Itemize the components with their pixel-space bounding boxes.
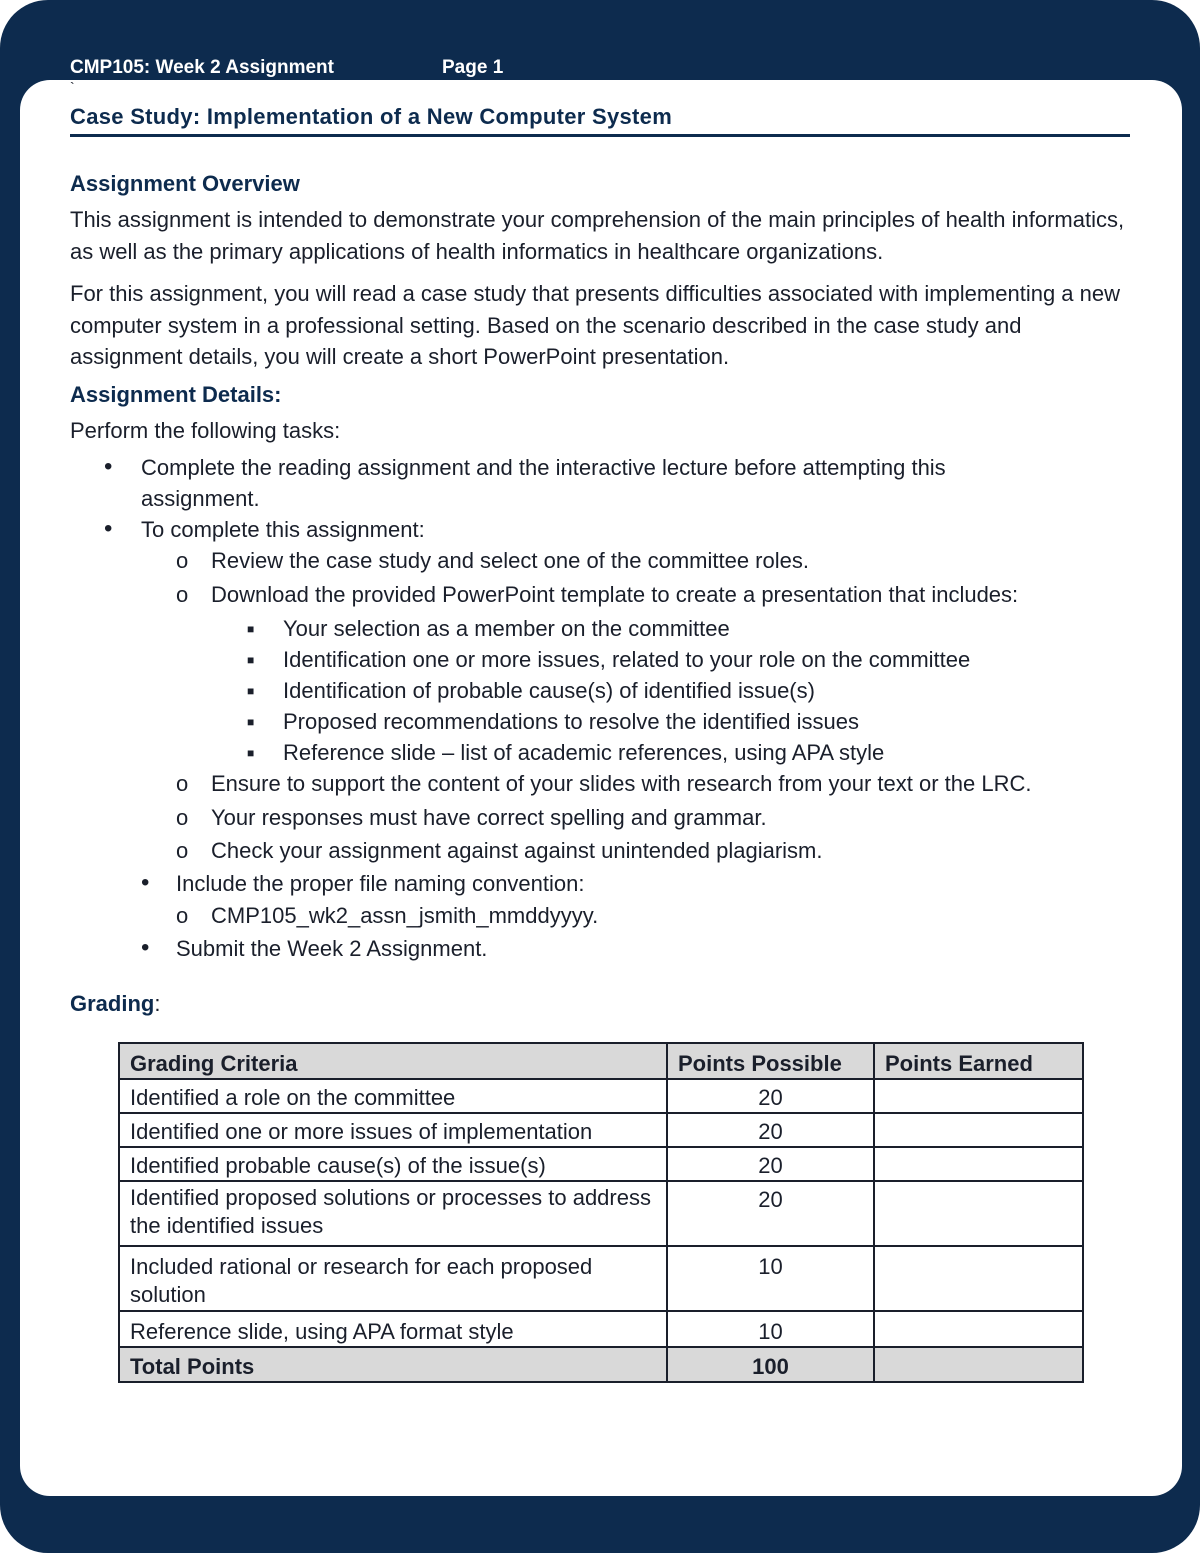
points-cell: 20 [667, 1079, 874, 1113]
task-file-naming: Include the proper file naming convention: [176, 871, 585, 896]
criteria-cell: Identified probable cause(s) of the issue(s) [119, 1147, 667, 1181]
earned-cell [874, 1181, 1083, 1246]
subtask-download: Download the provided PowerPoint template to create a presentation that includes: [211, 582, 1019, 607]
square-bullet-icon: ■ [247, 715, 255, 729]
circle-bullet-icon: o [176, 903, 189, 928]
earned-cell [874, 1147, 1083, 1181]
bullet-icon: • [141, 934, 150, 961]
task-reading-line-1: Complete the reading assignment and the interactive lecture before attempting this [141, 455, 946, 480]
total-row [119, 1347, 1083, 1382]
total-points: 100 [667, 1347, 874, 1382]
stray-mark: ` [70, 79, 75, 95]
grading-heading: Grading: [70, 991, 161, 1016]
criteria-cell: Reference slide, using APA format style [119, 1311, 667, 1347]
task-reading-line-2: assignment. [141, 486, 260, 511]
task-complete: To complete this assignment: [141, 517, 425, 542]
overview-paragraph-2: For this assignment, you will read a case study that presents difficulties associated with implementing a new computer system in a professional setting. Based on the scenario described in the case study and assignment details, you will create a short PowerPoint presentation. [70, 281, 1120, 369]
table-row [119, 1181, 1083, 1246]
bullet-icon: • [104, 515, 113, 542]
column-header: Points Possible [667, 1043, 874, 1079]
bullet-icon: • [104, 453, 113, 480]
circle-bullet-icon: o [176, 548, 189, 573]
details-intro: Perform the following tasks: [70, 418, 341, 443]
overview-paragraph-1: This assignment is intended to demonstrate your comprehension of the main principles of health informatics, as well as the primary applications of health informatics in healthcare organizations. [70, 207, 1125, 264]
presentation-item: Reference slide – list of academic references, using APA style [283, 740, 885, 765]
header-page-number: Page 1 [442, 57, 504, 78]
table-row [119, 1113, 1083, 1147]
points-cell: 20 [667, 1147, 874, 1181]
table-row [119, 1079, 1083, 1113]
overview-heading: Assignment Overview [70, 171, 300, 196]
details-heading: Assignment Details: [70, 382, 282, 407]
criteria-cell: Identified proposed solutions or processes to address the identified issues [119, 1181, 667, 1246]
points-cell: 10 [667, 1246, 874, 1311]
presentation-item: Your selection as a member on the committee [283, 616, 730, 641]
circle-bullet-icon: o [176, 771, 189, 796]
earned-cell [874, 1246, 1083, 1311]
criteria-cell: Identified one or more issues of implementation [119, 1113, 667, 1147]
subtask-research: Ensure to support the content of your slides with research from your text or the LRC. [211, 771, 1032, 796]
points-cell: 10 [667, 1311, 874, 1347]
subtask-review: Review the case study and select one of the committee roles. [211, 548, 809, 573]
table-header-row [119, 1043, 1083, 1079]
points-cell: 20 [667, 1181, 874, 1246]
presentation-item: Proposed recommendations to resolve the identified issues [283, 709, 859, 734]
circle-bullet-icon: o [176, 838, 189, 863]
earned-cell [874, 1079, 1083, 1113]
earned-cell [874, 1311, 1083, 1347]
table-row [119, 1147, 1083, 1181]
square-bullet-icon: ■ [247, 684, 255, 698]
document-title: Case Study: Implementation of a New Computer System [70, 104, 1130, 137]
circle-bullet-icon: o [176, 805, 189, 830]
circle-bullet-icon: o [176, 582, 189, 607]
criteria-cell: Included rational or research for each proposed solution [119, 1246, 667, 1311]
total-earned [874, 1347, 1083, 1382]
square-bullet-icon: ■ [247, 653, 255, 667]
table-row [119, 1246, 1083, 1311]
square-bullet-icon: ■ [247, 622, 255, 636]
subtask-spelling: Your responses must have correct spelling and grammar. [211, 805, 767, 830]
header-course: CMP105: Week 2 Assignment [70, 57, 334, 78]
task-submit: Submit the Week 2 Assignment. [176, 936, 488, 961]
presentation-item: Identification one or more issues, related to your role on the committee [283, 647, 971, 672]
column-header: Grading Criteria [119, 1043, 667, 1079]
square-bullet-icon: ■ [247, 746, 255, 760]
table-row [119, 1311, 1083, 1347]
file-name-example: CMP105_wk2_assn_jsmith_mmddyyyy. [211, 903, 599, 928]
grading-table [118, 1042, 1084, 1383]
earned-cell [874, 1113, 1083, 1147]
presentation-item: Identification of probable cause(s) of identified issue(s) [283, 678, 815, 703]
criteria-cell: Identified a role on the committee [119, 1079, 667, 1113]
total-label: Total Points [119, 1347, 667, 1382]
points-cell: 20 [667, 1113, 874, 1147]
column-header: Points Earned [874, 1043, 1083, 1079]
subtask-plagiarism: Check your assignment against against unintended plagiarism. [211, 838, 823, 863]
bullet-icon: • [141, 869, 150, 896]
